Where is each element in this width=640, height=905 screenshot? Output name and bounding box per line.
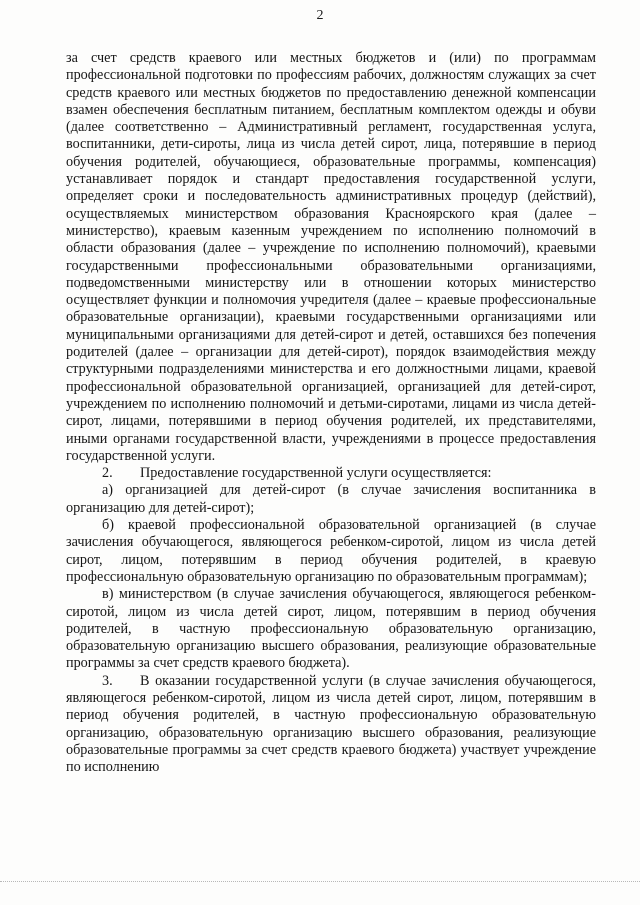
paragraph-text: в) министерством (в случае зачисления обучающегося, являющегося ребенком-сиротой, лицом из числа детей сирот, лицом, потерявшим в период обучения родителей, в частную профессиональную образовательную организацию, образовательную организацию высшего образования, реализующие образовательные программы за счет средств краевого бюджета). [66, 586, 596, 672]
document-body [66, 50, 596, 776]
paragraph-subitem-v [66, 586, 596, 672]
paragraph-text: а) организацией для детей-сирот (в случае зачисления воспитанника в организацию для детей-сирот); [66, 482, 596, 516]
paragraph-subitem-a [66, 482, 596, 517]
paragraph-item-3 [66, 673, 596, 777]
scan-edge-divider [0, 881, 640, 883]
paragraph-text: за счет средств краевого или местных бюджетов и (или) по программам профессиональной подготовки по профессиям рабочих, должностям служащих за счет средств краевого или местных бюджетов по предоставлению денежной компенсации взамен обеспечения бесплатным питанием, бесплатным комплектом одежды и обуви (далее соответственно – Административный регламент, государственная услуга, воспитанники, дети-сироты, лица из числа детей сирот, лица, потерявшие в период обучения родителей, обучающиеся, образовательные программы, компенсация) устанавливает порядок и стандарт предоставления государственной услуги, определяет сроки и последовательность административных процедур (действий), осуществляемых министерством образования Красноярского края (далее – министерство), краевым казенным учреждением по исполнению полномочий в области образования (далее – учреждение по исполнению полномочий), краевыми государственными профессиональными образовательными организациями, подведомственными министерству или в отношении которых министерство осуществляет функции и полномочия учредителя (далее – краевые профессиональные образовательные организации), краевыми государственными организациями или муниципальными организациями для детей-сирот и детей, оставшихся без попечения родителей (далее – организации для детей-сирот), порядок взаимодействия между структурными подразделениями министерства и его должностными лицами, краевой профессиональной образовательной организацией, организацией для детей-сирот, учреждением по исполнению полномочий и детьми-сиротами, лицами из числа детей-сирот, лицами, потерявшими в период обучения родителей, их представителями, иными органами государственной власти, учреждениями в процессе предоставления государственной услуги. [66, 50, 596, 464]
paragraph-number: 2. [102, 465, 113, 482]
page-number: 2 [316, 8, 324, 23]
paragraph-subitem-b [66, 517, 596, 586]
paragraph-item-2 [66, 465, 596, 482]
paragraph-number: 3. [102, 672, 113, 689]
paragraph-text: Предоставление государственной услуги осуществляется: [140, 465, 492, 482]
paragraph-intro-continuation [66, 50, 596, 465]
paragraph-text: В оказании государственной услуги (в случае зачисления обучающегося, являющегося ребенком-сиротой, лицом из числа детей сирот, лицом, потерявшим в период обучения родителей, в частную профессиональную образовательную организацию, образовательную организацию высшего образования, реализующие образовательные программы за счет средств краевого бюджета) участвует учреждение по исполнению [66, 672, 596, 776]
paragraph-text: б) краевой профессиональной образовательной организацией (в случае зачисления обучающегося, являющегося ребенком-сиротой, лицом из числа детей сирот, лицом, потерявшим в период обучения родителей, в краевую профессиональную образовательную организацию по образовательным программам); [66, 517, 596, 585]
